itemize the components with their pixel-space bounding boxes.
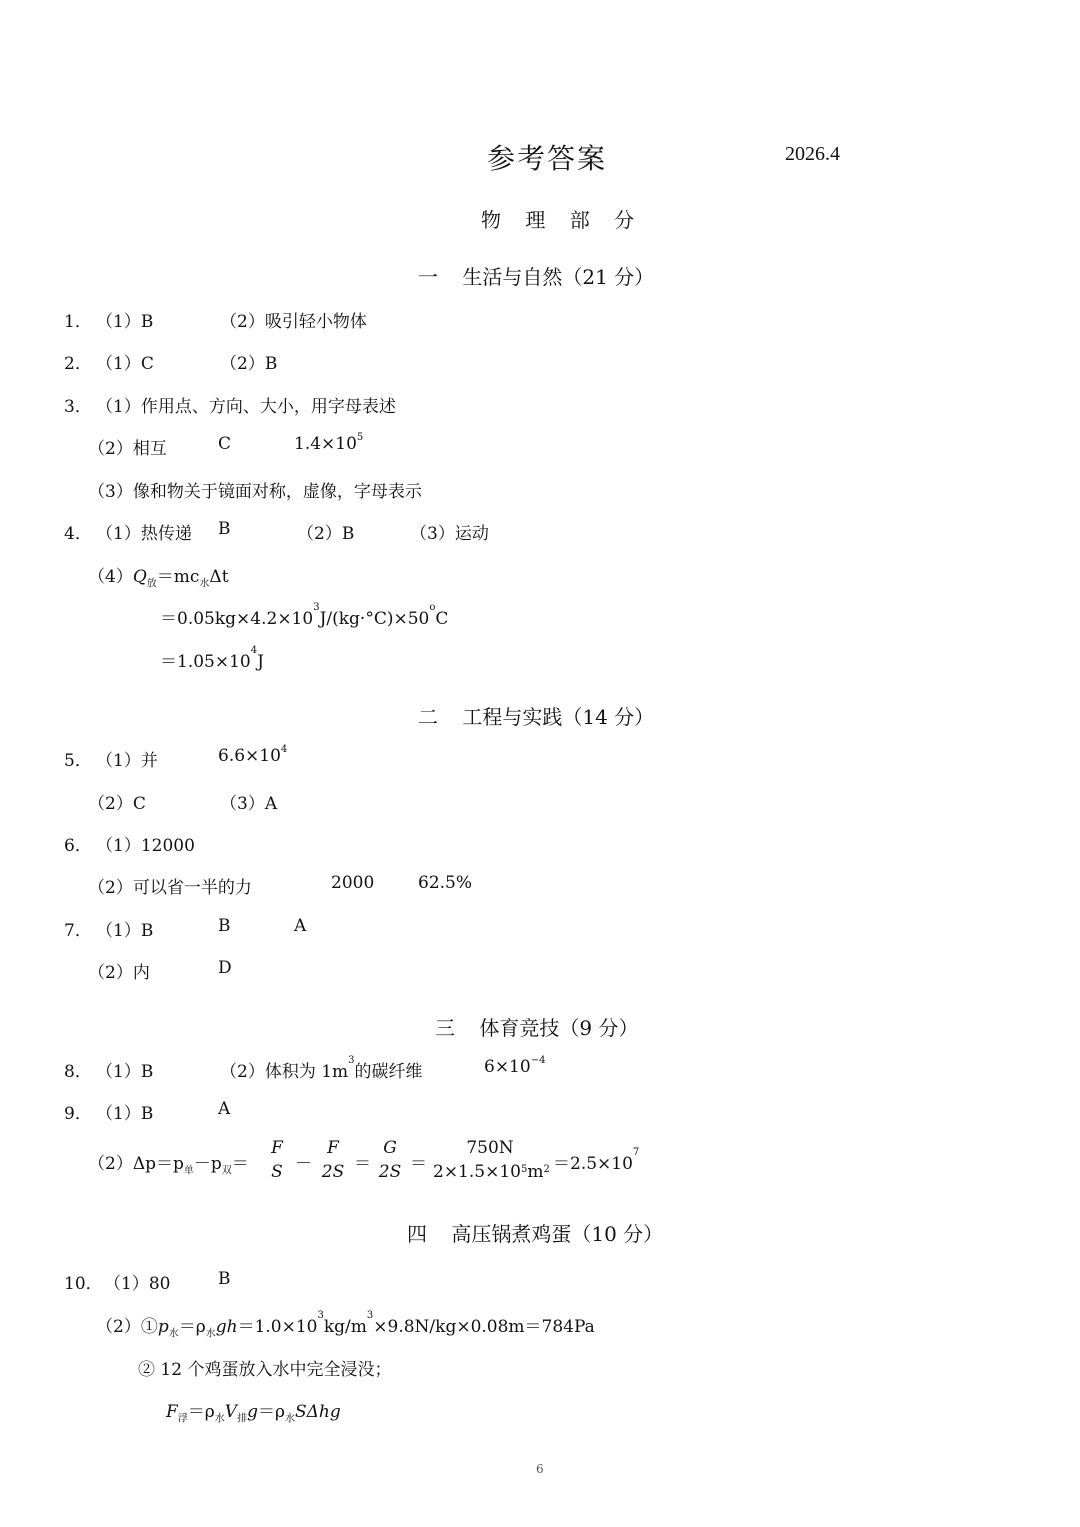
section-title: 体育竞技（9 分）	[479, 1016, 639, 1040]
page-number: 6	[536, 1462, 544, 1476]
section-heading	[435, 1012, 638, 1041]
answer-part: （1）并	[96, 751, 158, 771]
answer-part: A	[294, 916, 307, 936]
question-number: 8．	[64, 1062, 92, 1082]
answer-part: （1）B	[96, 312, 154, 332]
answer-part: （1）B	[96, 1062, 154, 1082]
answer-part: （2）吸引轻小物体	[220, 312, 367, 332]
question-number: 1．	[64, 312, 92, 332]
answer-part: C	[218, 434, 232, 454]
fraction: 750N $2\times 1.5\times 10^5m^2$	[433, 1138, 550, 1182]
question-number: 10．	[64, 1274, 103, 1294]
fraction: G 2S	[378, 1138, 402, 1182]
answer-part: （2）相互	[88, 439, 167, 459]
answer-part: 2000	[331, 873, 375, 893]
question-number: 3．	[64, 397, 92, 417]
page-title: 参考答案	[487, 142, 608, 175]
operator: －	[295, 1154, 312, 1174]
answer-part: $1.4\times 10^5$	[294, 432, 364, 454]
answer-part: ② 12 个鸡蛋放入水中完全浸没；	[138, 1360, 392, 1380]
question-number: 9．	[64, 1104, 92, 1124]
answer-part: B	[218, 519, 231, 539]
question-number: 2．	[64, 354, 92, 374]
answer-part: （1）C	[96, 354, 154, 374]
answer-part: B	[218, 916, 231, 936]
answer-part: （1）B	[96, 1104, 154, 1124]
section-title: 工程与实践（14 分）	[462, 705, 655, 729]
subject-heading: 物 理 部 分	[481, 208, 644, 232]
answer-part: （1）80	[104, 1274, 171, 1294]
section-number: 三	[435, 1016, 455, 1040]
answer-part: （1）热传递	[96, 524, 192, 544]
formula-line: $=1.05\times 10^4J$	[160, 645, 264, 672]
section-title: 高压锅煮鸡蛋（10 分）	[451, 1222, 664, 1246]
answer-part: （3）像和物关于镜面对称，虚像，字母表示	[88, 482, 422, 502]
section-number: 一	[418, 265, 438, 289]
answer-part: （2）C	[88, 794, 146, 814]
answer-part: 62.5%	[418, 873, 473, 893]
operator: ＝	[354, 1154, 371, 1174]
formula-line: $=0.05kg\times 4.2\times 10^3J/(kg\cdot^\circ C)\times 50^oC$	[160, 602, 449, 629]
section-heading	[407, 1218, 663, 1247]
answer-part: （1）B	[96, 921, 154, 941]
fraction: F 2S	[321, 1138, 345, 1182]
formula-line: $(4)Q_放=mc_水\Delta t$	[88, 567, 229, 590]
formula-line: $(2)①p_水=\rho_水gh=1.0\times 10^3kg/m^3\times 9.8N/kg\times 0.08m=784Pa$	[96, 1310, 595, 1340]
answer-part: （2）内	[88, 963, 150, 983]
answer-part: $6.6\times 10^4$	[218, 744, 288, 766]
question-number: 5．	[64, 751, 92, 771]
question-number: 6．	[64, 836, 92, 856]
answer-part: A	[218, 1099, 231, 1119]
answer-part: B	[218, 1269, 231, 1289]
section-number: 二	[418, 705, 438, 729]
answer-part: （3）A	[220, 794, 278, 814]
section-heading	[418, 261, 654, 290]
answer-part: （2）B	[220, 354, 278, 374]
question-number: 7．	[64, 921, 92, 941]
answer-part: $6\times 10^{-4}$	[484, 1055, 546, 1077]
answer-part: （2）B	[297, 524, 355, 544]
formula-line: $F_浮=\rho_水V_排g=\rho_水S\Delta hg$	[166, 1402, 341, 1425]
fraction: F S	[271, 1138, 283, 1182]
answer-part: （1）12000	[96, 836, 195, 856]
answer-part: （3）运动	[410, 524, 489, 544]
answer-part: （2）可以省一半的力	[88, 878, 252, 898]
answer-part: D	[218, 958, 232, 978]
formula-result: $=2.5\times 10^7$	[553, 1147, 640, 1174]
answer-part: （2）体积为 $1m^3$的碳纤维	[220, 1055, 423, 1082]
section-heading	[418, 701, 654, 730]
operator: ＝	[410, 1154, 427, 1174]
document-date: 2026.4	[785, 143, 840, 165]
answer-part: （1）作用点、方向、大小，用字母表述	[96, 397, 396, 417]
formula-line: $(2)\Delta p=p_单-p_双=$	[88, 1154, 249, 1177]
section-number: 四	[407, 1222, 427, 1246]
section-title: 生活与自然（21 分）	[462, 265, 655, 289]
question-number: 4．	[64, 524, 92, 544]
